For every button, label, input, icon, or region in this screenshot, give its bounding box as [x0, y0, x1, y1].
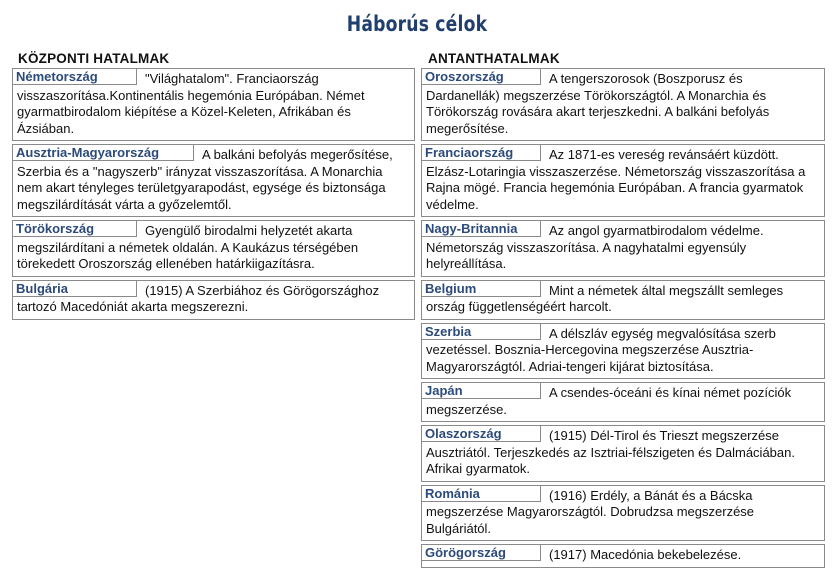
country-name: Nagy-Britannia — [421, 220, 541, 237]
country-entry-oroszorszag — [421, 68, 825, 141]
country-name: Bulgária — [12, 280, 137, 297]
country-goals: (1915) Dél-Tirol és Trieszt megszerzése Ausztriától. Terjeszkedés az Isztriai-félszigeten és Dalmáciában. Afrikai gyarmatok. — [426, 428, 795, 476]
country-goals: Az 1871-es vereség revánsáért küzdött. Elzász-Lotaringia visszaszerzése. Németország visszaszorítása a Rajna mögé. Francia hegemónia Európában. A francia gyarmatok védelme. — [426, 147, 806, 212]
page-title: Háborús célok — [346, 12, 488, 36]
country-goals: A balkáni befolyás megerősítése, Szerbia és a "nagyszerb" irányzat visszaszorítása. A Monarchia nem akart tényleges területgyarapodást, egysége és biztonsága megszilárdítását várta a győzelemtől. — [17, 147, 393, 212]
country-name: Románia — [421, 485, 541, 502]
country-goals: (1917) Macedónia bekebelezése. — [549, 547, 742, 562]
country-name: Ausztria-Magyarország — [12, 144, 194, 161]
country-entry-nagy-britannia — [421, 220, 825, 277]
country-name: Japán — [421, 382, 541, 399]
country-goals: A csendes-óceáni és kínai német pozíciók megszerzése. — [426, 385, 792, 417]
country-entry-franciaorszag — [421, 144, 825, 217]
country-name: Törökország — [12, 220, 137, 237]
country-name: Szerbia — [421, 323, 541, 340]
country-entry-nemetorszag — [12, 68, 415, 141]
entente-header: ANTANTHATALMAK — [428, 51, 560, 66]
country-entry-torokorszag — [12, 220, 415, 277]
country-goals: Gyengülő birodalmi helyzetét akarta megszilárdítani a németek oldalán. A Kaukázus térségében törekedett Oroszország ellenében határkiigazításra. — [17, 223, 359, 271]
country-goals: (1915) A Szerbiához és Görögországhoz tartozó Macedóniát akarta megszerezni. — [17, 282, 380, 314]
country-goals: Az angol gyarmatbirodalom védelme. Németország visszaszorítása. A nagyhatalmi egyensúly helyreállítása. — [426, 223, 764, 271]
country-goals: Mint a németek által megszállt semleges ország függetlenségéért harcolt. — [426, 282, 784, 314]
country-entry-gorogorszag — [421, 544, 825, 568]
country-entry-olaszorszag — [421, 425, 825, 482]
country-name: Görögország — [421, 544, 541, 561]
country-name: Franciaország — [421, 144, 541, 161]
country-entry-belgium — [421, 280, 825, 320]
country-entry-bulgaria — [12, 280, 415, 320]
country-goals: "Világhatalom". Franciaország visszaszorítása.Kontinentális hegemónia Európában. Német gyarmatbirodalom kiépítése a Közel-Keleten, Afrikában és Ázsiában. — [17, 71, 365, 136]
country-goals: (1916) Erdély, a Bánát és a Bácska megszerzése Magyarországtól. Dobrudzsa megszerzése Bulgáriától. — [426, 487, 755, 536]
country-entry-romania — [421, 485, 825, 542]
central-powers-column — [12, 68, 415, 323]
country-name: Oroszország — [421, 68, 541, 85]
country-entry-szerbia — [421, 323, 825, 380]
country-name: Belgium — [421, 280, 541, 297]
central-powers-header: KÖZPONTI HATALMAK — [18, 51, 170, 66]
country-goals: A tengerszorosok (Boszporusz és Dardanellák) megszerzése Törökországtól. A Monarchia és Törökország rovására akart terjeszkedni. A balkáni befolyás megerősítése. — [426, 71, 770, 136]
country-name: Olaszország — [421, 425, 541, 442]
country-entry-japan — [421, 382, 825, 422]
country-goals: A délszláv egység megvalósítása szerb vezetéssel. Bosznia-Hercegovina megszerzése Ausztria-Magyarországtól. Adriai-tengeri kijárat biztosítása. — [426, 325, 776, 374]
country-name: Németország — [12, 68, 137, 85]
country-entry-ausztria-magyarorszag — [12, 144, 415, 217]
entente-column — [421, 68, 825, 571]
